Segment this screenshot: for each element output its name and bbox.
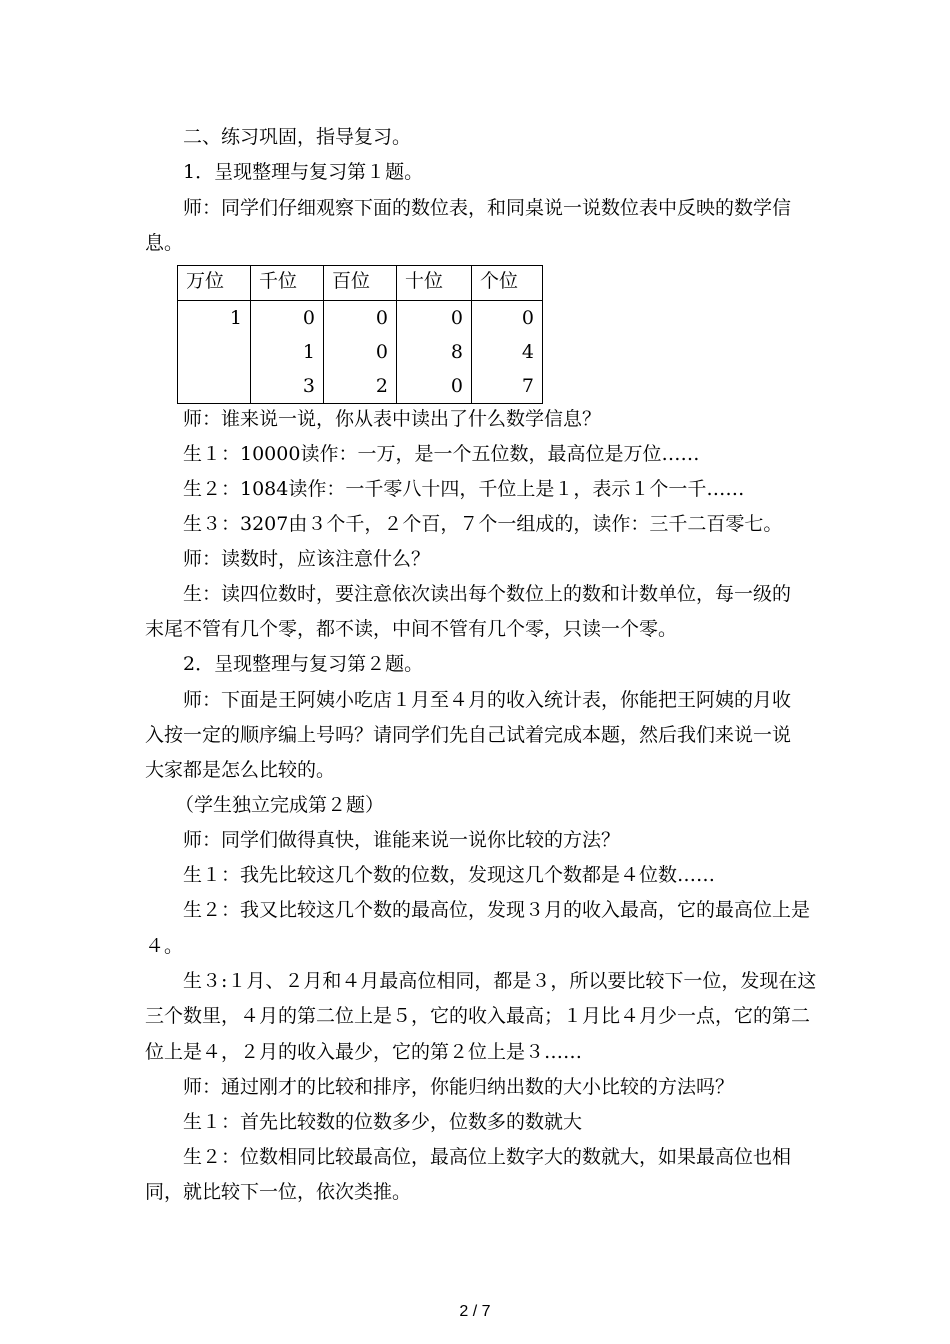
step-heading: 2．呈现整理与复习第２题。 [183,653,424,675]
section-heading: 二、练习巩固，指导复习。 [183,126,412,148]
table-header-row [178,266,543,301]
paragraph: 师：同学们做得真快，谁能来说一说你比较的方法？ [183,829,621,851]
paragraph: 师：读数时，应该注意什么？ [183,548,431,570]
paragraph: 师：下面是王阿姨小吃店１月至４月的收入统计表，你能把王阿姨的月收 [183,689,792,711]
digit [178,369,250,403]
paragraph: 生３：3207由３个千，２个百，７个一组成的，读作：三千二百零七。 [183,513,783,535]
digit: 7 [521,375,534,397]
paragraph: 师：同学们仔细观察下面的数位表，和同桌说一说数位表中反映的数学信 [183,197,792,219]
digit: 0 [450,307,463,329]
paragraph: 生１：我先比较这几个数的位数，发现这几个数都是４位数…… [183,864,716,886]
digit: 4 [521,341,534,363]
table-row [178,301,543,404]
paragraph: 入按一定的顺序编上号吗？请同学们先自己试着完成本题，然后我们来说一说 [145,724,792,746]
digit: 2 [375,375,388,397]
paragraph: 大家都是怎么比较的。 [145,759,336,781]
paragraph: 生２：我又比较这几个数的最高位，发现３月的收入最高，它的最高位上是 [183,899,811,921]
paragraph: 生１：首先比较数的位数多少，位数多的数就大 [183,1111,583,1133]
table-cell [178,301,251,404]
step-heading: 1．呈现整理与复习第１题。 [183,161,424,183]
paragraph: 生２：1084读作：一千零八十四，千位上是１，表示１个一千…… [183,478,745,500]
digit: 0 [302,307,315,329]
paragraph: 生１：10000读作：一万，是一个五位数，最高位是万位…… [183,443,700,465]
paragraph: 同，就比较下一位，依次类推。 [145,1181,412,1203]
digit: 0 [375,307,388,329]
digit: 8 [450,341,463,363]
digit [178,335,250,369]
table-header-cell: 十位 [397,266,472,301]
place-value-table [177,265,543,404]
paragraph: 息。 [145,232,184,254]
table-header-cell: 百位 [324,266,397,301]
paragraph: 位上是４，２月的收入最少，它的第２位上是３…… [145,1041,583,1063]
paragraph: 末尾不管有几个零，都不读，中间不管有几个零，只读一个零。 [145,618,678,640]
paragraph: 生２：位数相同比较最高位，最高位上数字大的数就大，如果最高位也相 [183,1146,792,1168]
table-header-cell: 千位 [251,266,324,301]
paragraph: 生３:１月、２月和４月最高位相同，都是３，所以要比较下一位，发现在这 [183,970,817,992]
paragraph: 生：读四位数时，要注意依次读出每个数位上的数和计数单位，每一级的 [183,583,792,605]
table-cell [251,301,324,404]
paragraph: （学生独立完成第２题） [175,794,385,816]
table-cell [324,301,397,404]
table-cell [397,301,472,404]
table-cell [472,301,543,404]
paragraph: ４。 [145,935,184,957]
digit: 3 [302,375,315,397]
digit: 1 [302,341,315,363]
table-header-cell: 个位 [472,266,543,301]
digit: 0 [375,341,388,363]
paragraph: 三个数里，４月的第二位上是５，它的收入最高；１月比４月少一点，它的第二 [145,1005,811,1027]
page-number: 2 / 7 [459,1303,491,1320]
paragraph: 师：通过刚才的比较和排序，你能归纳出数的大小比较的方法吗？ [183,1076,735,1098]
paragraph: 师：谁来说一说，你从表中读出了什么数学信息？ [183,408,602,430]
digit: 1 [229,307,242,329]
digit: 0 [521,307,534,329]
digit: 0 [450,375,463,397]
table-header-cell: 万位 [178,266,251,301]
